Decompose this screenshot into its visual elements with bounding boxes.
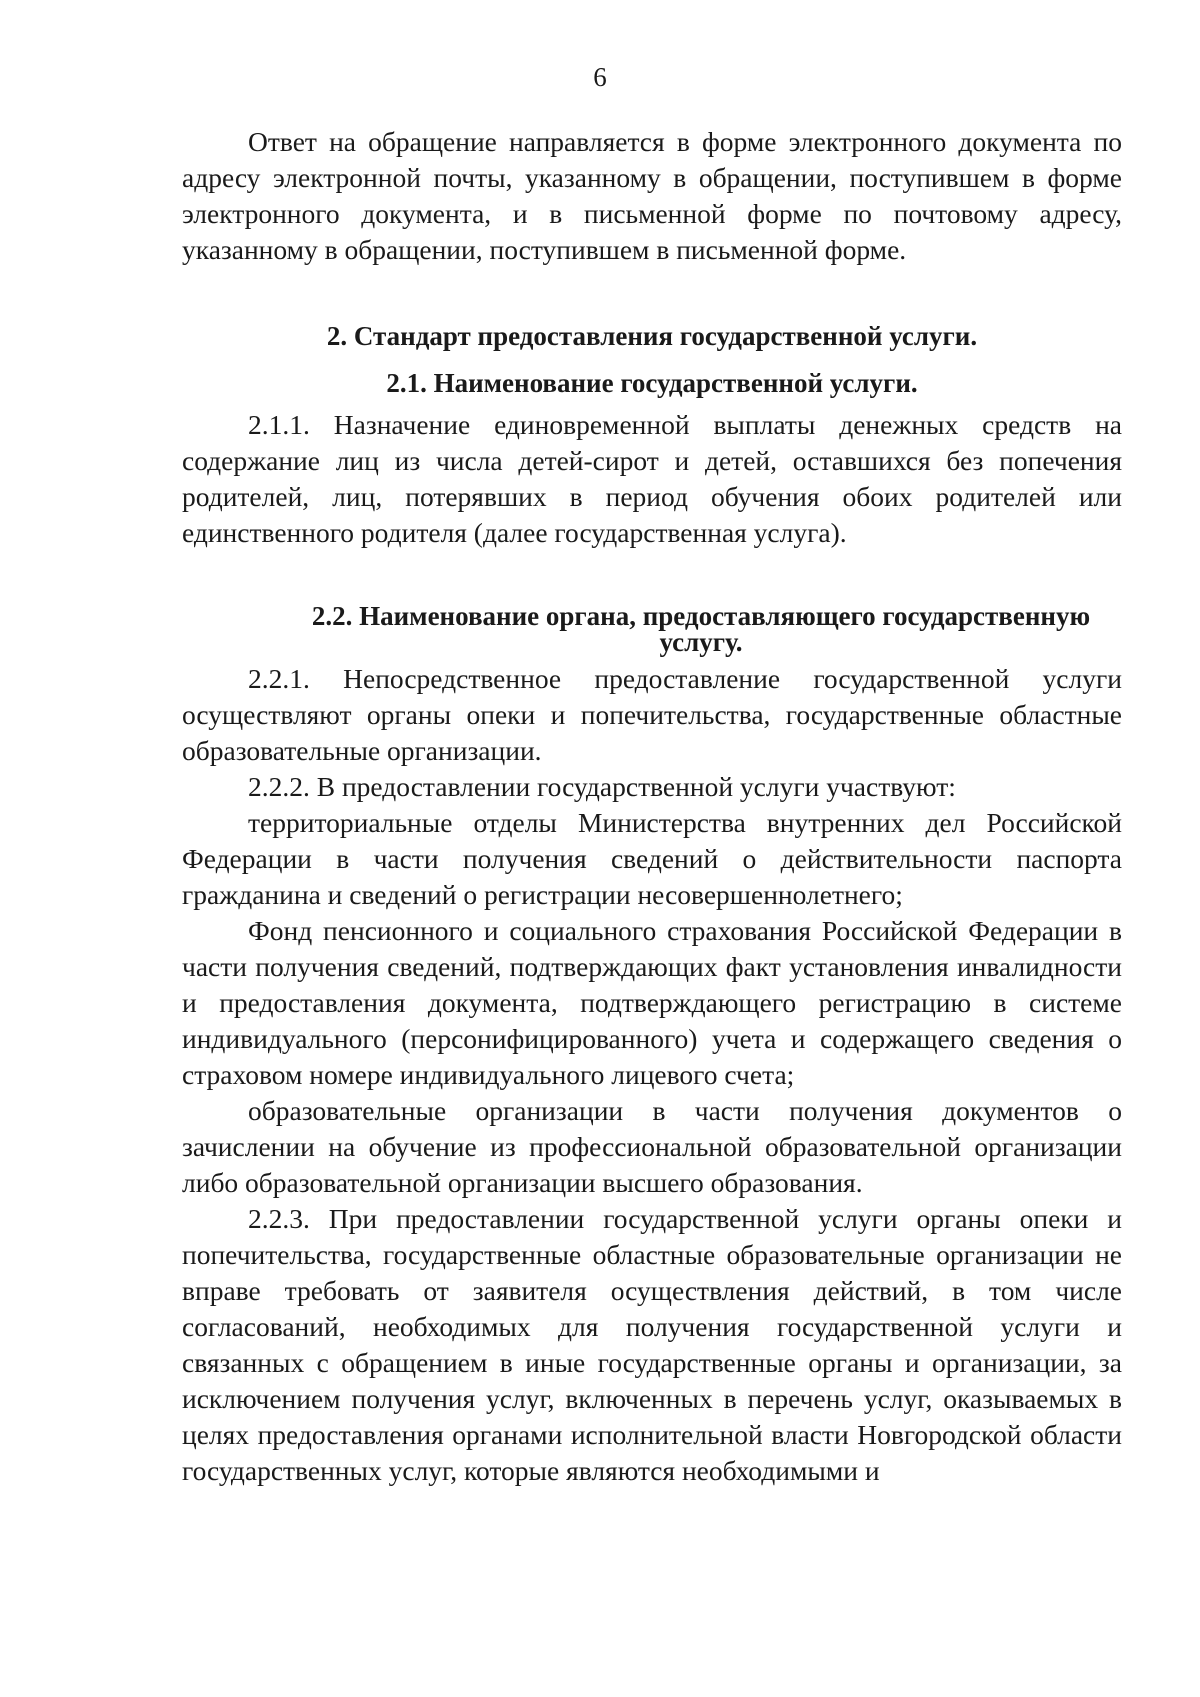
paragraph-2-2-1: 2.2.1. Непосредственное предоставление государственной услуги осуществляют органы опеки и попечительства, государственные областные образовательные организации. [182,663,1122,766]
section-2-heading: 2. Стандарт предоставления государственной услуги. [326,321,978,351]
paragraph-2-1-1: 2.1.1. Назначение единовременной выплаты денежных средств на содержание лиц из числа детей-сирот и детей, оставшихся без попечения родителей, лиц, потерявших в период обучения обоих родителей или единственного родителя (далее государственная услуга). [182,409,1122,548]
paragraph-2-2-3: 2.2.3. При предоставлении государственной услуги органы опеки и попечительства, государственные областные образовательные организации не вправе требовать от заявителя осуществления действий, в том числе согласований, необходимых для получения государственной услуги и связанных с обращением в иные государственные органы и организации, за исключением получения услуг, включенных в перечень услуг, оказываемых в целях предоставления органами исполнительной власти Новгородской области государственных услуг, которые являются необходимыми и [182,1203,1122,1486]
intro-paragraph: Ответ на обращение направляется в форме электронного документа по адресу электронной почты, указанному в обращении, поступившем в форме электронного документа, и в письменной форме по почтовому адресу, указанному в обращении, поступившем в письменной форме. [182,126,1122,265]
document-body [182,124,1122,1489]
paragraph-sfr: Фонд пенсионного и социального страхования Российской Федерации в части получения сведений, подтверждающих факт установления инвалидности и предоставления документа, подтверждающего регистрацию в системе индивидуального (персонифицированного) учета и содержащего сведения о страховом номере индивидуального лицевого счета; [182,915,1122,1090]
paragraph-edu-orgs: образовательные организации в части получения документов о зачислении на обучение из профессиональной образовательной организации либо образовательной организации высшего образования. [182,1095,1122,1198]
page-number: 6 [593,62,607,92]
section-2-2-heading: 2.2. Наименование органа, предоставляющего государственную услугу. [311,601,1091,657]
paragraph-2-2-2: 2.2.2. В предоставлении государственной услуги участвуют: [248,771,956,802]
paragraph-mvd: территориальные отделы Министерства внутренних дел Российской Федерации в части получения сведений о действительности паспорта гражданина и сведений о регистрации несовершеннолетнего; [182,807,1122,910]
section-2-1-heading: 2.1. Наименование государственной услуги. [386,368,918,398]
